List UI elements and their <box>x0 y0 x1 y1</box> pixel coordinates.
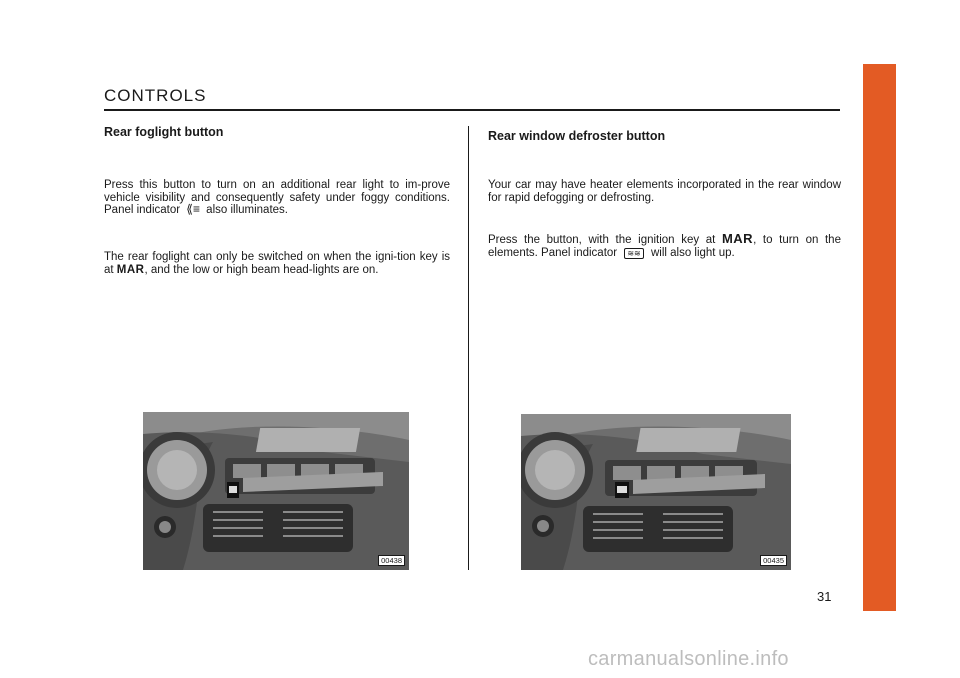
section-title: CONTROLS <box>104 86 207 105</box>
fog-light-icon: ⟪≡ <box>186 202 200 217</box>
chapter-tab <box>863 64 896 611</box>
rear-defroster-icon: ≋≋ <box>624 248 643 259</box>
defroster-paragraph-1: Your car may have heater elements incorporated in the rear window for rapid defogging or defrosting. <box>488 179 841 204</box>
foglight-paragraph-1 <box>104 179 450 217</box>
defroster-dashboard-photo <box>521 414 791 570</box>
foglight-dashboard-photo <box>143 412 409 570</box>
foglight-paragraph-2-end: , and the low or high beam head-lights are on. <box>144 263 379 276</box>
column-divider <box>468 126 469 570</box>
watermark: carmanualsonline.info <box>588 648 789 670</box>
header-rule <box>104 109 840 111</box>
foglight-paragraph-1-text: Press this button to turn on an additional rear light to im-prove vehicle visibility and consequently safety under foggy conditions. Panel indicator <box>104 179 450 217</box>
defroster-paragraph-2 <box>488 233 841 259</box>
foglight-paragraph-2-text: The rear foglight can only be switched on when the igni-tion key is at <box>104 251 450 276</box>
image-code: 00435 <box>760 555 787 566</box>
foglight-paragraph-2 <box>104 251 450 276</box>
rear-foglight-heading: Rear foglight button <box>104 125 224 139</box>
ignition-key-position: MAR <box>116 263 145 276</box>
page-number: 31 <box>817 589 832 604</box>
defroster-paragraph-2-end: will also light up. <box>650 246 735 259</box>
defroster-paragraph-2-middle: , to turn on the elements. Panel indicator <box>488 234 841 259</box>
foglight-paragraph-1-end: also illuminates. <box>206 204 288 217</box>
defroster-paragraph-2-text: Press the button, with the ignition key at <box>488 234 716 246</box>
ignition-key-position: MAR <box>721 231 754 246</box>
image-code: 00438 <box>378 555 405 566</box>
rear-defroster-heading: Rear window defroster button <box>488 129 666 143</box>
